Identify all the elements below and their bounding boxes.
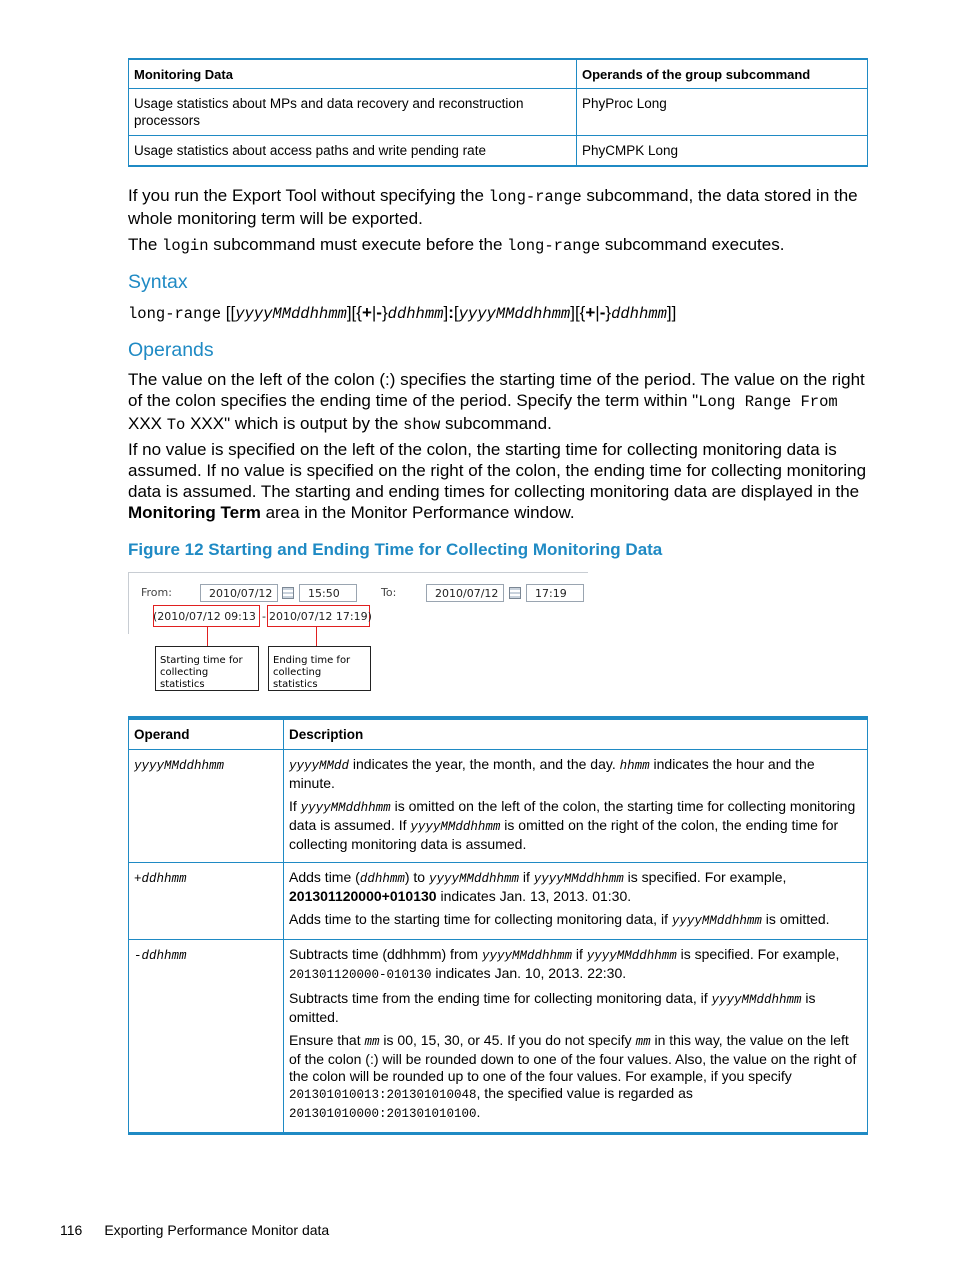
code: yyyyMMddhhmm <box>586 949 677 963</box>
text: ][{ <box>346 303 362 322</box>
code: yyyyMMddhhmm <box>671 914 762 928</box>
monitoring-data-table <box>128 58 868 167</box>
operand-table <box>128 716 868 1135</box>
text: | <box>595 303 600 322</box>
operands-paragraph-1 <box>128 369 870 436</box>
code: 201301010000:201301010100 <box>289 1107 477 1121</box>
text: XXX" which is output by the <box>185 414 404 433</box>
table-cell: Usage statistics about access paths and write pending rate <box>129 136 577 167</box>
footer-title: Exporting Performance Monitor data <box>104 1222 330 1238</box>
intro-paragraph-2 <box>128 234 870 257</box>
table-row <box>129 136 868 167</box>
text: : <box>448 303 454 322</box>
text: 201301120000+010130 <box>289 888 437 904</box>
text: is omitted. <box>289 990 816 1025</box>
figure-monitoring-term <box>128 572 590 694</box>
text: [ <box>453 303 459 322</box>
table-header-row <box>129 718 868 750</box>
text: - <box>376 303 382 322</box>
figure-left-border <box>128 572 129 634</box>
code: yyyyMMddhhmm <box>428 872 519 886</box>
text: area in the Monitor Performance window. <box>260 503 575 522</box>
range-start-text: (2010/07/12 09:13 <box>153 610 256 623</box>
text: The value on the left of the colon (:) specifies the starting time of the period. The value on the right of the colon specifies the ending time of the period. Specify the term within " <box>128 370 865 410</box>
table-header-cell: Description <box>284 718 868 750</box>
figure-top-border <box>128 572 588 573</box>
code: Long Range From <box>698 393 838 411</box>
code: hhmm <box>619 759 650 773</box>
code: 201301120000-010130 <box>289 968 432 982</box>
description-paragraph <box>289 798 862 853</box>
text: indicates Jan. 10, 2013. 22:30. <box>431 965 627 981</box>
text: is 00, 15, 30, or 45. If you do not specify <box>379 1032 636 1048</box>
code: long-range <box>128 305 222 323</box>
code: 201301010013:201301010048 <box>289 1088 477 1102</box>
text: subcommand must execute before the <box>208 235 508 254</box>
text: subcommand, the data stored in the whole monitoring term will be exported. <box>128 186 858 228</box>
to-date-field[interactable]: 2010/07/12 <box>426 584 504 602</box>
operand-cell: yyyyMMddhhmm <box>129 750 284 863</box>
description-paragraph <box>289 946 862 984</box>
description-paragraph <box>289 990 862 1026</box>
calendar-icon[interactable] <box>282 587 294 599</box>
text: | <box>371 303 377 322</box>
code: login <box>162 237 209 255</box>
text: - <box>599 303 606 322</box>
text: ] <box>443 303 449 322</box>
text: XXX <box>128 414 167 433</box>
table-row <box>129 89 868 136</box>
text: Subtracts time from the ending time for collecting monitoring data, if <box>289 990 712 1006</box>
text: indicates the year, the month, and the day. <box>349 756 620 772</box>
figure-title: Figure 12 Starting and Ending Time for Collecting Monitoring Data <box>128 540 663 559</box>
description-cell <box>284 750 868 863</box>
text: is specified. For example, <box>676 946 840 962</box>
code: show <box>403 416 441 434</box>
table-header-cell: Operands of the group subcommand <box>577 59 868 89</box>
code: mm <box>364 1035 380 1049</box>
text: ][{ <box>570 303 586 322</box>
text: indicates Jan. 13, 2013. 01:30. <box>436 888 632 904</box>
text: ]] <box>666 303 677 322</box>
code: ddhhmm <box>359 872 405 886</box>
text: if <box>571 946 587 962</box>
to-time-field[interactable]: 17:19 <box>526 584 584 602</box>
operands-heading: Operands <box>128 339 214 361</box>
page-number: 116 <box>60 1222 83 1238</box>
start-time-note: Starting time for collecting statistics <box>155 646 259 691</box>
code: yyyyMMddhhmm <box>300 801 391 815</box>
text: , the specified value is regarded as <box>476 1085 693 1101</box>
table-cell: PhyProc Long <box>577 89 868 136</box>
code: yyyyMMddhhmm <box>481 949 572 963</box>
text: Adds time to the starting time for collecting monitoring data, if <box>289 911 672 927</box>
code: ddhhmm <box>387 305 444 323</box>
text: } <box>605 303 612 322</box>
calendar-icon[interactable] <box>509 587 521 599</box>
description-paragraph <box>289 911 862 930</box>
description-cell <box>284 940 868 1134</box>
text: is omitted on the left of the colon, the starting time for collecting monitoring data is assumed. If <box>289 798 856 833</box>
code: yyyyMMdd <box>289 759 350 773</box>
end-time-note: Ending time for collecting statistics <box>268 646 371 691</box>
description-paragraph <box>289 756 862 792</box>
range-separator: - <box>262 610 266 623</box>
text: is omitted. <box>761 911 830 927</box>
callout-line <box>207 627 208 646</box>
table-row <box>129 940 868 1134</box>
code: yyyyMMddhhmm <box>711 993 802 1007</box>
text: Adds time ( <box>289 869 360 885</box>
table-header-row <box>129 59 868 89</box>
text: + <box>585 303 596 322</box>
operand-cell: +ddhhmm <box>129 863 284 940</box>
code: long-range <box>507 237 601 255</box>
text: in this way, the value on the left of the colon (:) will be rounded down to one of the four values. Also, the value on the right of the colon will be rounded up to one of the four values. For example, if you specify <box>289 1032 857 1084</box>
text: If you run the Export Tool without specifying the <box>128 186 489 205</box>
code: To <box>166 416 186 434</box>
table-row <box>129 863 868 940</box>
text: [[ <box>221 303 236 322</box>
page-footer <box>60 1222 351 1238</box>
code: ddhhmm <box>611 305 667 323</box>
from-label: From: <box>141 586 172 599</box>
text: subcommand executes. <box>600 235 785 254</box>
operand-cell: -ddhhmm <box>129 940 284 1134</box>
text: ) to <box>404 869 429 885</box>
text: Ensure that <box>289 1032 365 1048</box>
description-paragraph <box>289 869 862 905</box>
code: yyyyMMddhhmm <box>410 820 501 834</box>
code: long-range <box>488 188 582 206</box>
syntax-line <box>128 302 870 325</box>
table-cell: PhyCMPK Long <box>577 136 868 167</box>
code: yyyyMMddhhmm <box>458 305 571 323</box>
text: Subtracts time (ddhhmm) from <box>289 946 482 962</box>
syntax-heading: Syntax <box>128 271 188 293</box>
text: if <box>518 869 534 885</box>
callout-line <box>316 627 317 646</box>
text: If <box>289 798 301 814</box>
table-row <box>129 750 868 863</box>
table-header-cell: Monitoring Data <box>129 59 577 89</box>
text: The <box>128 235 163 254</box>
text: + <box>361 303 372 322</box>
to-label: To: <box>381 586 397 599</box>
operands-paragraph-2 <box>128 439 870 523</box>
intro-paragraph-1 <box>128 185 870 229</box>
text: indicates the hour and the minute. <box>289 756 815 791</box>
range-end-text: 2010/07/12 17:19) <box>269 610 372 623</box>
from-date-field[interactable]: 2010/07/12 <box>200 584 278 602</box>
code: yyyyMMddhhmm <box>235 305 347 323</box>
text: is omitted on the right of the colon, the ending time for collecting monitoring data is assumed. <box>289 817 839 852</box>
text: } <box>381 303 388 322</box>
text: . <box>476 1104 481 1120</box>
text: is specified. For example, <box>623 869 787 885</box>
code: mm <box>635 1035 651 1049</box>
text: If no value is specified on the left of the colon, the starting time for collecting monitoring data is assumed. If no value is specified on the right of the colon, the ending time for collecting monitoring data is assumed. The starting and ending times for collecting monitoring data are displayed in the <box>128 440 867 501</box>
text: Monitoring Term <box>128 503 261 522</box>
text: subcommand. <box>440 414 552 433</box>
table-cell: Usage statistics about MPs and data recovery and reconstruction processors <box>129 89 577 136</box>
description-cell <box>284 863 868 940</box>
description-paragraph <box>289 1032 862 1123</box>
code: yyyyMMddhhmm <box>533 872 624 886</box>
from-time-field[interactable]: 15:50 <box>299 584 357 602</box>
table-header-cell: Operand <box>129 718 284 750</box>
